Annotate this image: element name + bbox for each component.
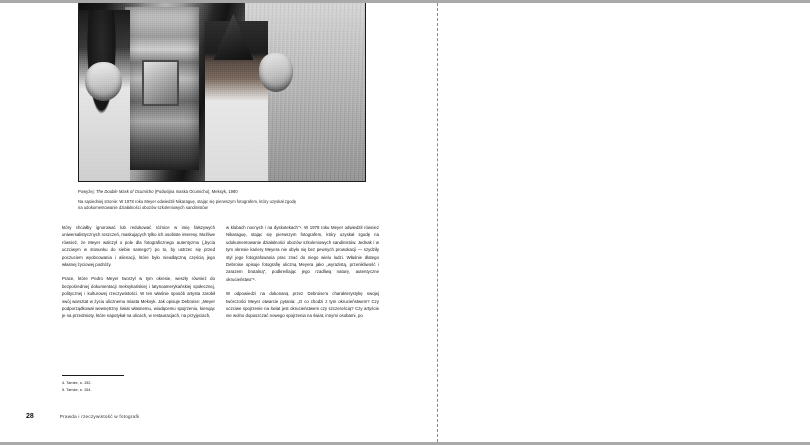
body-text-columns	[62, 224, 380, 320]
paragraph: który chciałby ignorować lub redukować różnice w imię fałszywych uniwersalistycznych roszczeń, maskujących tylko ich osobiste interesy. Możliwe również, że Meyer walczył o pole dla fotograficznego autentyzmu („bycia uczciwym w stosunku do siebie samego") po to, by ustrzec się przed poczuciem wyobcowania i alienacji, które było nieodłączną częścią jego własnej życiowej podróży.	[62, 225, 215, 267]
footnote-item: 4. Tamże, s. 152.	[62, 380, 92, 385]
page-fold-divider	[437, 3, 438, 442]
running-footer	[26, 413, 140, 420]
photo-caption-block	[78, 189, 378, 211]
caption-suffix: (Podwójna maska Ocumicho), Meksyk, 1980	[153, 189, 238, 194]
paragraph: W odpowiedzi na dokonaną przez Debroise'a charakterystykę swojej twórczości Meyer otwarcie pytania: „O co chodzi z tym okrucieństwem? Czy uczciwe spojrzenie na świat jest okrucieństwem czy szczerością? Czy artyście nie wolno dopuszczać nowego spojrzenia na świat, innymi osobami, po	[226, 291, 379, 319]
footnote-item: 5. Tamże, s. 154.	[62, 386, 92, 392]
footnotes-block	[62, 375, 182, 393]
photo-film-grain	[79, 3, 365, 181]
body-column-left	[62, 224, 215, 320]
paragraph: w klubach nocnych i na dyskotekach"⁴. W 1978 roku Meyer odwiedził również Nikaraguę, stając się pierwszym fotografem, który uzyskał zgodę na udokumentowanie działalności obozów szkoleniowych sandinistów. Jednak i w tym okresie kariery Meyera nie obyło się bez pewnych prowokacji — szydziły styl jego fotografowania prac znać do niego wielu ludzi. Właśnie dlatego Debroise opisuje fotografię uliczną Meyera jako „wyrazistą, przenikliwość i zarazem brutalną", podkreślając jego rzadliwą naturę, autentyczne okrucieństwo"⁵.	[226, 225, 379, 282]
right-page	[440, 3, 810, 442]
caption-line-next-page-2: na udokumentowanie działalności obozów szkoleniowych sandinistów	[78, 205, 208, 211]
body-column-right	[226, 224, 379, 320]
paragraph: Prace, które Pedro Meyer tworzył w tym okresie, weszły również do bezpośredniej dokumentacji meksykańskiej i latynoamerykańskiej społecznej, politycznej i kulturowej rzeczywistości. W ten właśnie sposób artysta zarobił swój warsztat w życiu ulicznemu miasta Meksyk. Jak opisuje Debroise: „Meyer podporządkował wewnętrzny świat własnemu, wiodącemu spojrzeniu, kierując je na przedmioty, które napotykał na ulicach, w restauracjach, na przyjęciach,	[62, 276, 215, 319]
masked-figures-photograph	[78, 3, 366, 182]
caption-line-above	[78, 189, 378, 195]
caption-work-title: The Double Mask of Ocumicho	[95, 189, 154, 194]
footnote-separator-rule	[62, 375, 124, 376]
left-page	[0, 3, 438, 442]
page-number: 28	[26, 413, 34, 420]
footer-chapter-title: Prawda i rzeczywistość w fotografii	[59, 414, 140, 419]
caption-line-next-page-1: Na sąsiedniej stronie: W 1978 roku Meyer odwiedził Nikaraguę, stając się pierwszym fotografem, który uzyskał zgodę	[78, 199, 297, 205]
caption-prefix: Powyżej:	[78, 189, 96, 194]
